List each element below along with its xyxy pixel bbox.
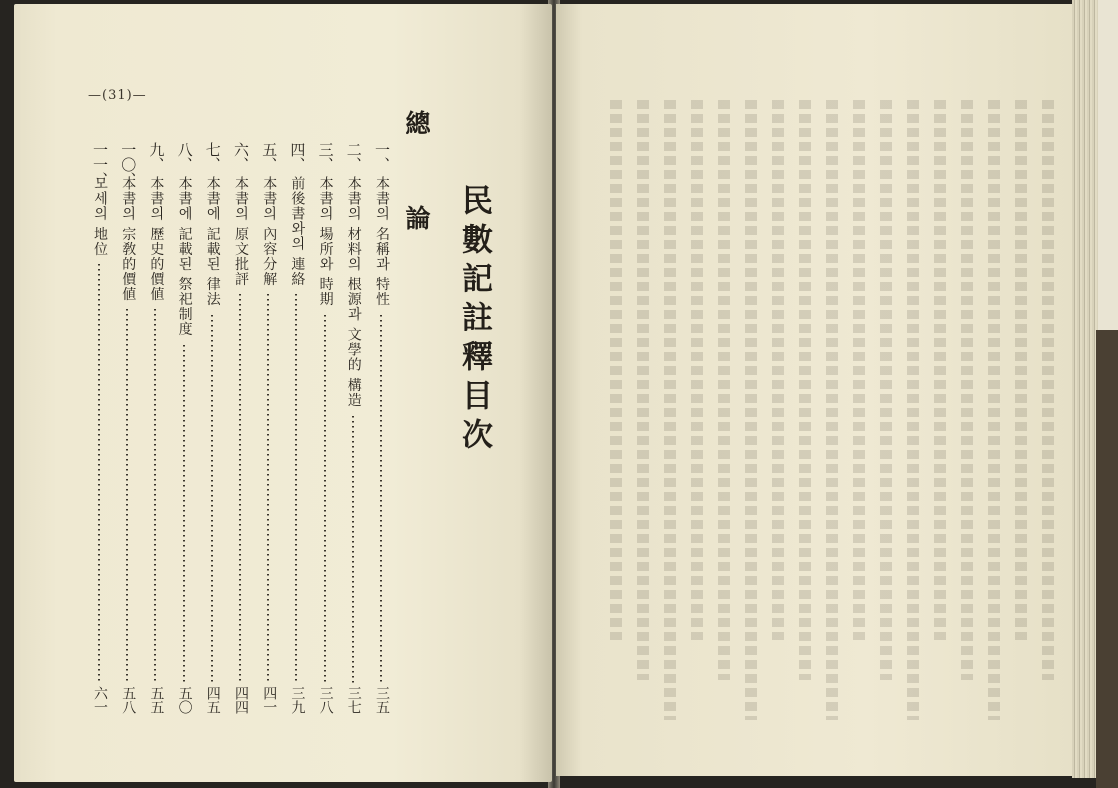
toc-entry-number: 三、 bbox=[316, 142, 335, 172]
toc-entry[interactable] bbox=[370, 142, 394, 714]
toc-entry-page: 五八 bbox=[120, 686, 137, 714]
toc-entry-number: 一〇、 bbox=[119, 142, 138, 187]
toc-entry[interactable] bbox=[229, 142, 253, 714]
bleed-through-column bbox=[1015, 100, 1027, 640]
toc-entry-title: 本書의 材料의 根源과 文學的 構造 bbox=[345, 176, 362, 408]
page-title: 民數記註釋目次 bbox=[456, 184, 492, 457]
toc-entry-page: 三九 bbox=[289, 686, 306, 714]
bleed-through-column bbox=[961, 100, 973, 680]
toc-entry[interactable] bbox=[342, 142, 366, 714]
toc-entry-number: 六、 bbox=[232, 142, 250, 172]
bleed-through-column bbox=[853, 100, 865, 640]
toc-leader-dots bbox=[295, 294, 297, 684]
toc-entry-number: 二、 bbox=[344, 142, 363, 172]
toc-entry-title: 本書의 名稱과 特性 bbox=[374, 176, 390, 307]
toc-entry-number: 五、 bbox=[260, 142, 279, 172]
toc-entry-title: 本書의 場所와 時期 bbox=[317, 176, 334, 307]
toc-entry-page: 四五 bbox=[204, 686, 221, 714]
toc-entry-title: 本書의 原文批評 bbox=[233, 176, 249, 287]
toc-entry-number: 八、 bbox=[175, 142, 194, 172]
page-number: —(31)— bbox=[88, 88, 147, 103]
section-heading: 總 論 bbox=[402, 110, 431, 230]
toc-entry-title: 本書에 記載된 律法 bbox=[204, 176, 221, 307]
toc-entry[interactable] bbox=[257, 142, 281, 714]
bleed-through-column bbox=[772, 100, 784, 640]
toc-entry-page: 五五 bbox=[148, 686, 165, 714]
toc-entry[interactable] bbox=[144, 142, 168, 714]
toc-entry-number: 七、 bbox=[203, 142, 222, 172]
toc-entry-page: 五〇 bbox=[176, 686, 193, 714]
toc-entry[interactable] bbox=[285, 142, 309, 714]
toc-leader-dots bbox=[183, 345, 185, 684]
bleed-through-column bbox=[1042, 100, 1054, 680]
toc-entry[interactable] bbox=[116, 142, 140, 714]
toc-entry-title: 本書에 記載된 祭祀制度 bbox=[176, 176, 193, 337]
bleed-through-column bbox=[691, 100, 703, 640]
toc-leader-dots bbox=[239, 294, 241, 684]
toc-leader-dots bbox=[126, 309, 128, 684]
toc-entry-number: 一一、 bbox=[91, 142, 109, 187]
toc-entry[interactable] bbox=[201, 142, 225, 714]
toc-entry-title: 前後書와의 連絡 bbox=[289, 176, 306, 287]
toc-entry[interactable] bbox=[173, 142, 197, 714]
toc-entry-page: 四四 bbox=[233, 686, 249, 714]
toc-entry[interactable] bbox=[314, 142, 338, 714]
page-edge-light bbox=[1098, 0, 1118, 330]
toc-leader-dots bbox=[211, 315, 213, 684]
toc-entry-number: 四、 bbox=[288, 142, 307, 172]
toc-entry-page: 四一 bbox=[261, 686, 278, 714]
bleed-through-column bbox=[718, 100, 730, 680]
toc-entry-title: 本書의 歷史的價値 bbox=[148, 176, 165, 302]
toc-leader-dots bbox=[267, 294, 269, 684]
toc-entry-title: 모세의 地位 bbox=[92, 176, 108, 257]
bleed-through-column bbox=[799, 100, 811, 680]
toc-leader-dots bbox=[380, 315, 382, 684]
toc-entry-page: 三七 bbox=[345, 686, 362, 714]
bleed-through-column bbox=[826, 100, 838, 720]
bleed-through-column bbox=[988, 100, 1000, 720]
toc-leader-dots bbox=[154, 309, 156, 684]
bleed-through-column bbox=[637, 100, 649, 680]
toc-leader-dots bbox=[98, 264, 100, 684]
toc-entry-number: 一、 bbox=[373, 142, 391, 172]
bleed-through-column bbox=[907, 100, 919, 720]
toc-entry-title: 本書의 宗敎的價値 bbox=[120, 176, 137, 302]
toc-entry-page: 六一 bbox=[92, 686, 108, 714]
toc-leader-dots bbox=[352, 416, 354, 684]
bleed-through-column bbox=[745, 100, 757, 720]
bleed-through-column bbox=[934, 100, 946, 640]
toc-leader-dots bbox=[324, 315, 326, 684]
bleed-through-column bbox=[880, 100, 892, 680]
toc-entry-page: 三五 bbox=[374, 686, 390, 714]
toc-entry-number: 九、 bbox=[147, 142, 166, 172]
bleed-through-column bbox=[664, 100, 676, 720]
toc-entry[interactable] bbox=[88, 142, 112, 714]
page-edge-dark bbox=[1096, 330, 1118, 788]
toc-entry-page: 三八 bbox=[317, 686, 334, 714]
bleed-through-column bbox=[610, 100, 622, 640]
toc-entry-title: 本書의 內容分解 bbox=[261, 176, 278, 287]
